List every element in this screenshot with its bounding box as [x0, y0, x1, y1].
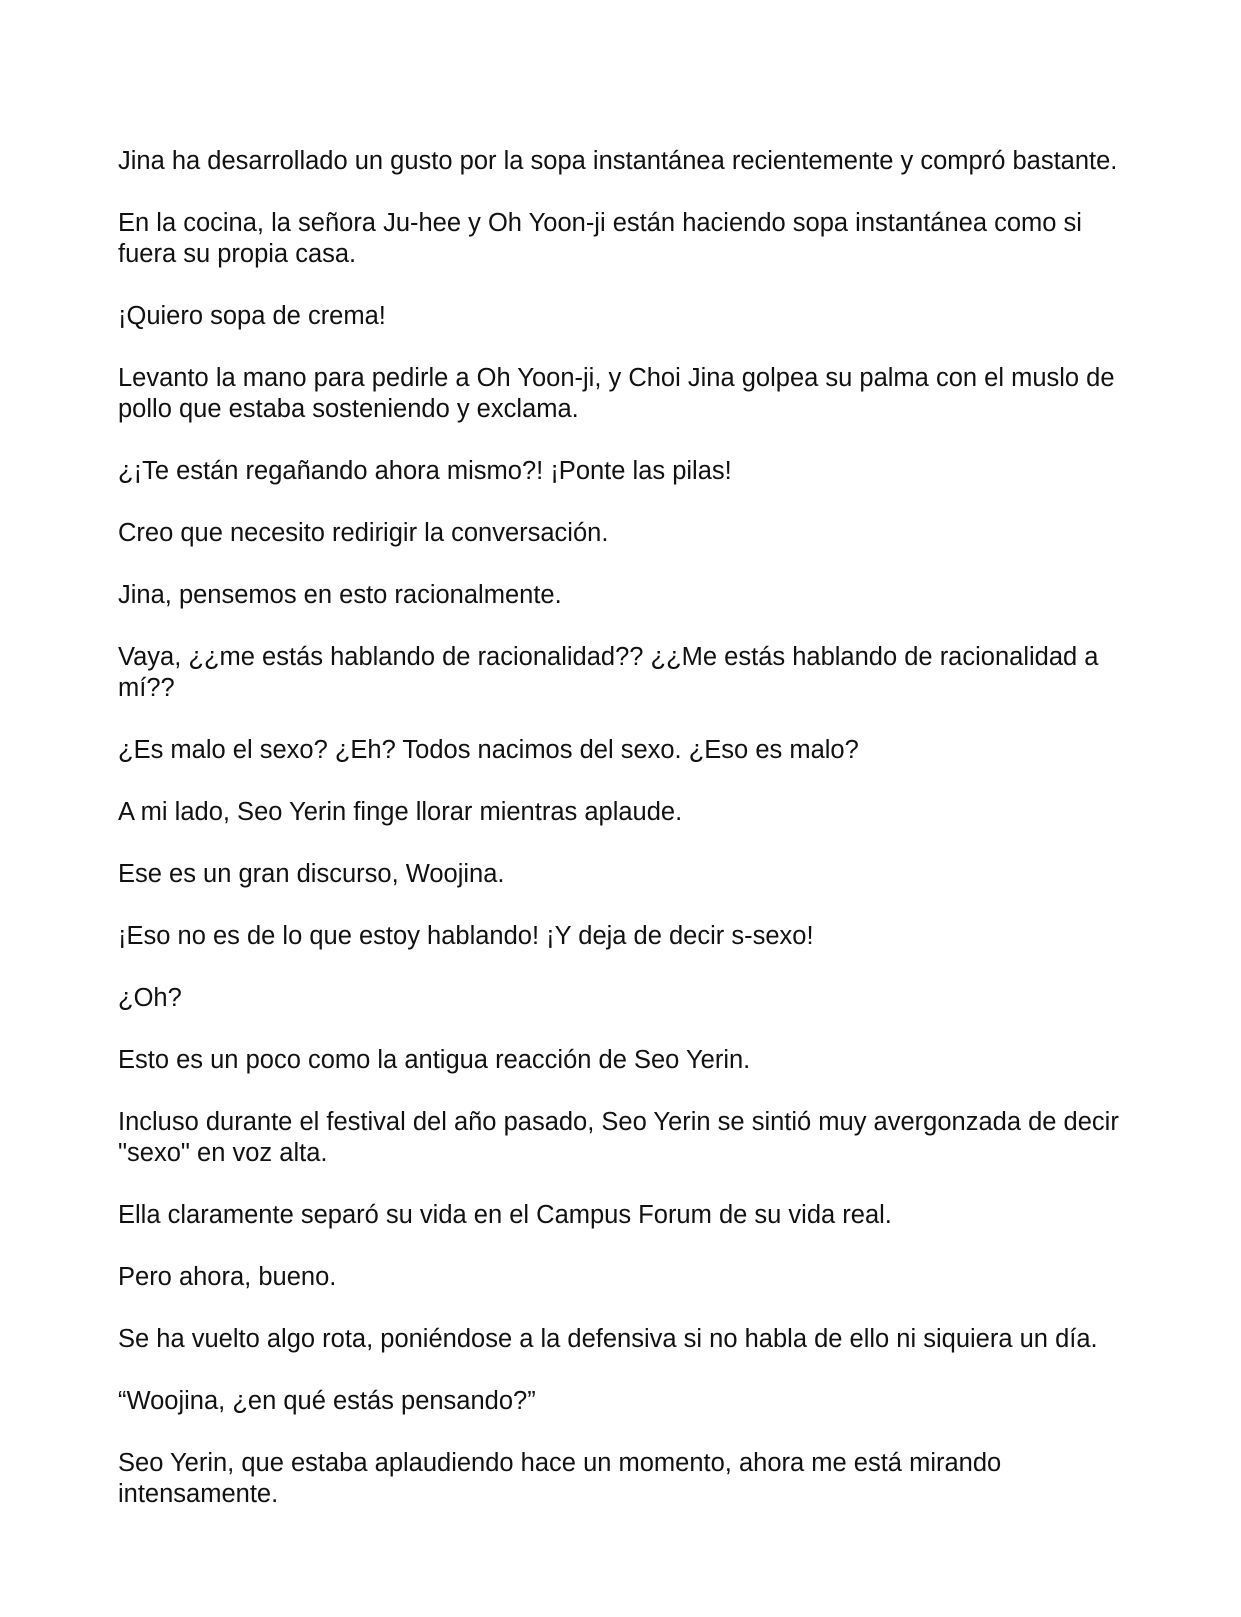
paragraph: Jina ha desarrollado un gusto por la sopa instantánea recientemente y compró bastante.: [118, 147, 1118, 175]
paragraph: ¿Es malo el sexo? ¿Eh? Todos nacimos del sexo. ¿Eso es malo?: [118, 736, 859, 764]
paragraph: ¡Quiero sopa de crema!: [118, 302, 386, 330]
paragraph: Incluso durante el festival del año pasado, Seo Yerin se sintió muy avergonzada de decir "sexo" en voz alta.: [118, 1108, 1119, 1167]
paragraph: Ella claramente separó su vida en el Campus Forum de su vida real.: [118, 1201, 892, 1229]
paragraph: Creo que necesito redirigir la conversación.: [118, 519, 609, 547]
paragraph: Vaya, ¿¿me estás hablando de racionalidad?? ¿¿Me estás hablando de racionalidad a mí??: [118, 643, 1099, 702]
paragraph: Levanto la mano para pedirle a Oh Yoon-ji, y Choi Jina golpea su palma con el muslo de pollo que estaba sosteniendo y exclama.: [118, 364, 1115, 423]
paragraph: Seo Yerin, que estaba aplaudiendo hace un momento, ahora me está mirando intensamente.: [118, 1449, 1002, 1508]
paragraph: ¿¡Te están regañando ahora mismo?! ¡Ponte las pilas!: [118, 457, 732, 485]
paragraph: Esto es un poco como la antigua reacción de Seo Yerin.: [118, 1046, 751, 1074]
document-page: [118, 146, 1128, 1510]
paragraph: En la cocina, la señora Ju-hee y Oh Yoon-ji están haciendo sopa instantánea como si fuera su propia casa.: [118, 209, 1082, 268]
paragraph: ¿Oh?: [118, 984, 182, 1012]
paragraph: Jina, pensemos en esto racionalmente.: [118, 581, 562, 609]
paragraph: A mi lado, Seo Yerin finge llorar mientras aplaude.: [118, 798, 683, 826]
paragraph: Pero ahora, bueno.: [118, 1263, 337, 1291]
paragraph: “Woojina, ¿en qué estás pensando?”: [118, 1387, 536, 1415]
paragraph: Se ha vuelto algo rota, poniéndose a la defensiva si no habla de ello ni siquiera un día.: [118, 1325, 1098, 1353]
paragraph: Ese es un gran discurso, Woojina.: [118, 860, 505, 888]
paragraph: ¡Eso no es de lo que estoy hablando! ¡Y deja de decir s-sexo!: [118, 922, 814, 950]
